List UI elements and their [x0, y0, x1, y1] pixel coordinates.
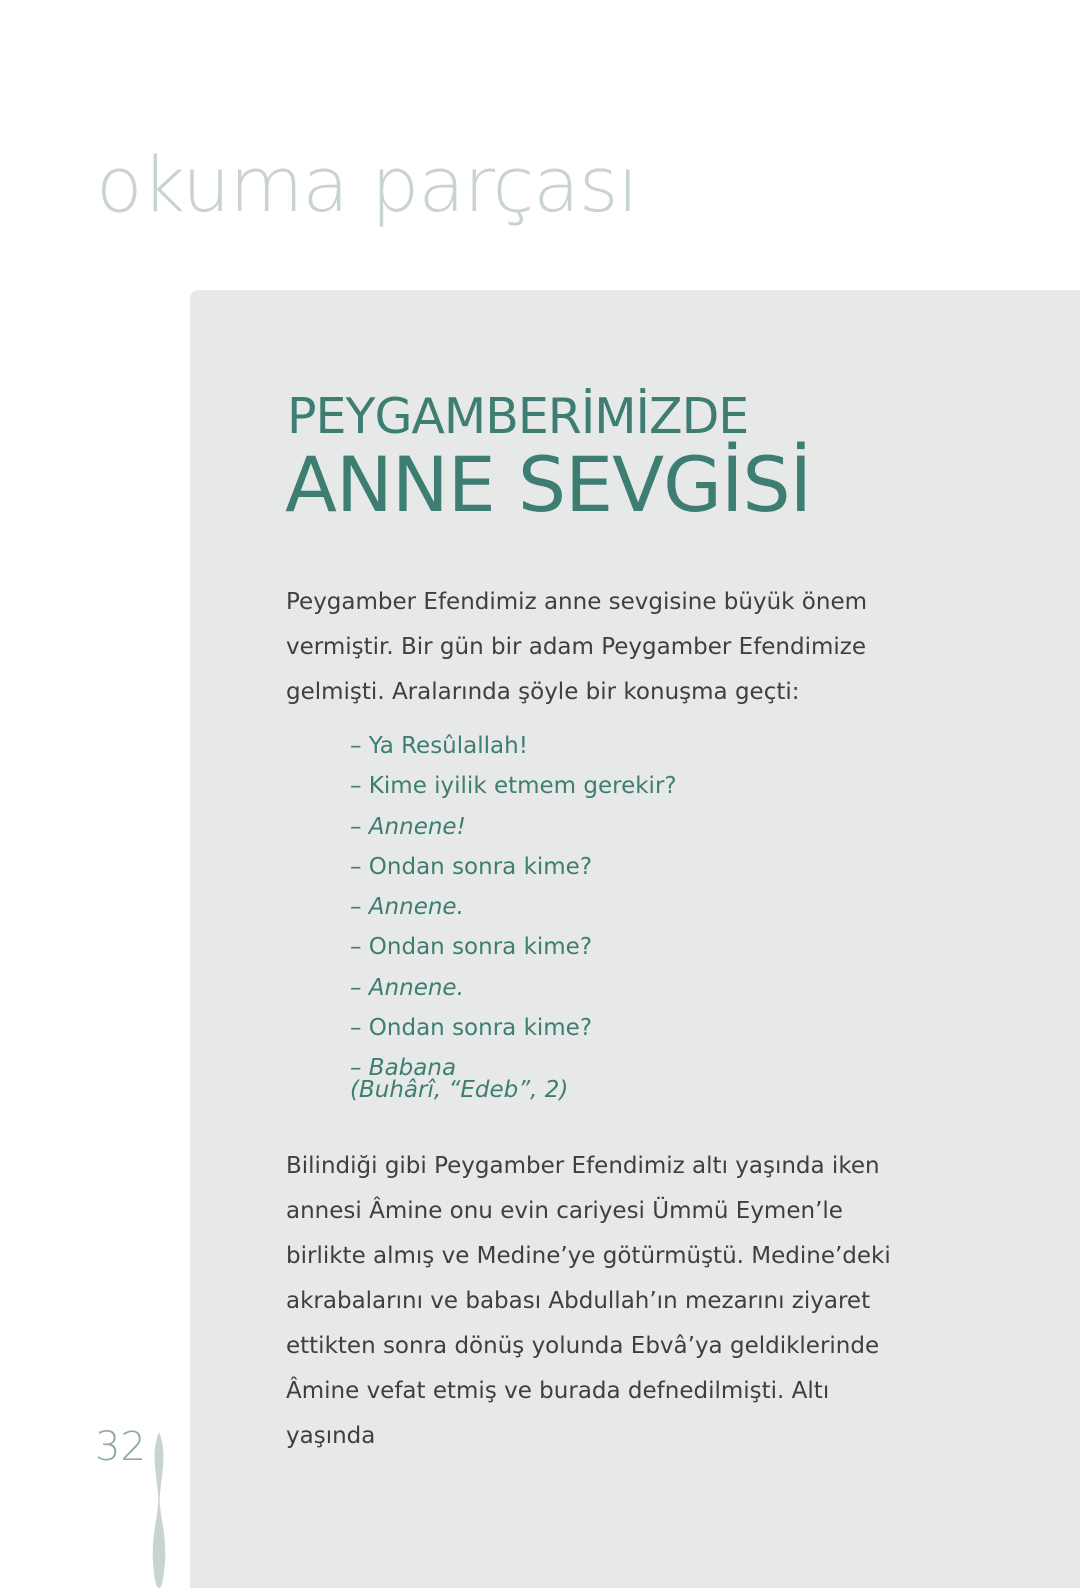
dialogue-line: – Ondan sonra kime?	[350, 934, 593, 961]
dialogue-line: – Ya Resûlallah!	[350, 733, 528, 759]
citation: (Buhârî, “Edeb”, 2)	[350, 1077, 569, 1103]
dialogue-line: – Annene.	[350, 894, 464, 921]
dialogue-line: – Ondan sonra kime?	[350, 1015, 593, 1042]
dialogue-line: – Kime iyilik etmem gerekir?	[350, 773, 677, 800]
dialogue-line: – Annene.	[350, 974, 464, 1001]
section-label: okuma parçası	[96, 140, 638, 229]
body-paragraph: Bilindiği gibi Peygamber Efendimiz altı yaşında iken annesi Âmine onu evin cariyesi Ümmü Eymen’le birlikte almış ve Medine’ye götürmüştü. Medine’deki akrabalarını ve babası Abdullah’ın mezarını ziyaret ettikten sonra dönüş yolunda Ebvâ’ya geldiklerinde Âmine vefat etmiş ve burada defnedilmişti. Altı yaşında	[286, 1153, 891, 1449]
dialogue-line: – Babana	[350, 1055, 457, 1082]
dialogue-line: – Annene!	[350, 813, 466, 840]
dialogue-list	[350, 726, 677, 1089]
page-ornament	[148, 1432, 170, 1588]
dialogue-line: – Ondan sonra kime?	[350, 853, 593, 880]
title-line-1: PEYGAMBERİMİZDE	[287, 388, 749, 445]
title-line-2: ANNE SEVGİSİ	[285, 440, 812, 529]
page-number: 32	[95, 1424, 146, 1470]
intro-paragraph: Peygamber Efendimiz anne sevgisine büyük önem vermiştir. Bir gün bir adam Peygamber Efendimize gelmişti. Aralarında şöyle bir konuşma geçti:	[286, 589, 868, 705]
